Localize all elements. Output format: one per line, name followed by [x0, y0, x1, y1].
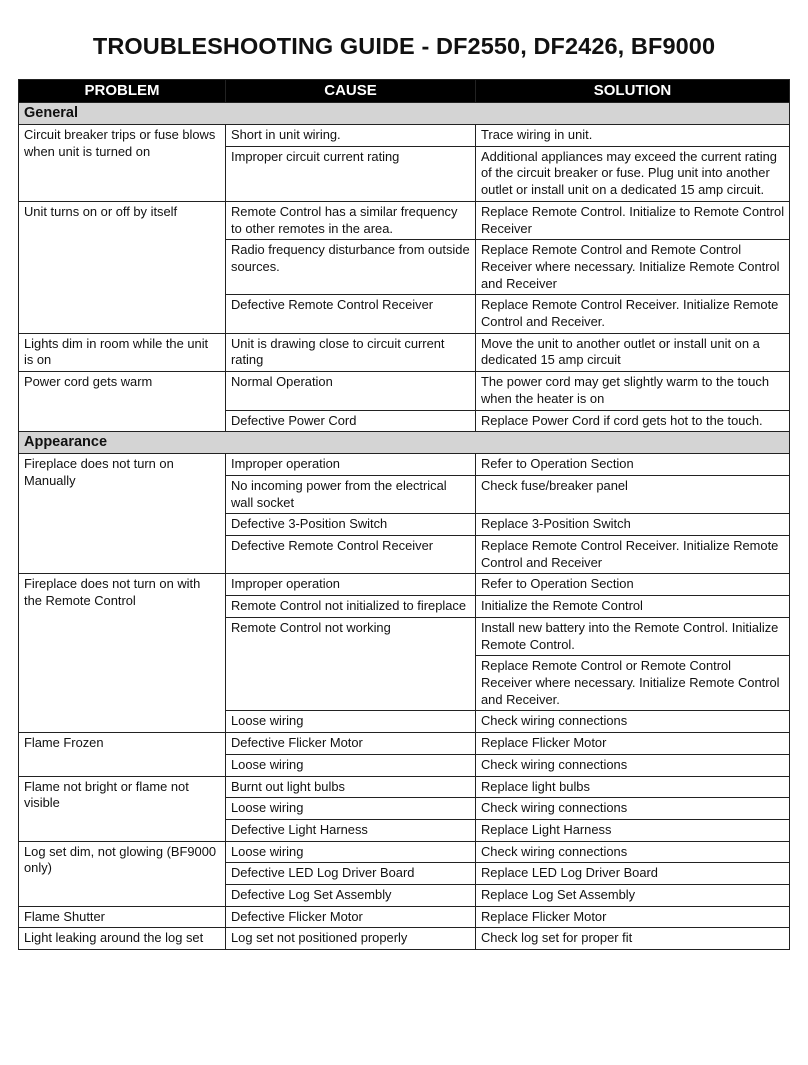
solution-cell: Replace 3-Position Switch: [476, 514, 790, 536]
solution-cell: Replace light bulbs: [476, 776, 790, 798]
solution-cell: Replace Remote Control Receiver. Initialize Remote Control and Receiver.: [476, 295, 790, 333]
cause-cell: Loose wiring: [226, 841, 476, 863]
cause-cell: Defective Remote Control Receiver: [226, 536, 476, 574]
section-row: [19, 103, 790, 125]
solution-cell: Replace Flicker Motor: [476, 906, 790, 928]
solution-cell: Move the unit to another outlet or install unit on a dedicated 15 amp circuit: [476, 333, 790, 371]
cause-cell: Defective Light Harness: [226, 819, 476, 841]
table-row: [19, 841, 790, 863]
solution-cell: Refer to Operation Section: [476, 454, 790, 476]
solution-cell: Replace LED Log Driver Board: [476, 863, 790, 885]
cause-cell: Loose wiring: [226, 798, 476, 820]
solution-cell: Additional appliances may exceed the current rating of the circuit breaker or fuse. Plug unit into another outlet or install unit on a dedicated 15 amp circuit.: [476, 146, 790, 201]
solution-cell: Replace Remote Control Receiver. Initialize Remote Control and Receiver: [476, 536, 790, 574]
problem-cell: Flame not bright or flame not visible: [19, 776, 226, 841]
solution-cell: Check wiring connections: [476, 798, 790, 820]
table-row: [19, 125, 790, 147]
solution-cell: Check log set for proper fit: [476, 928, 790, 950]
cause-cell: Remote Control not working: [226, 617, 476, 711]
cause-cell: Defective Remote Control Receiver: [226, 295, 476, 333]
table-row: [19, 574, 790, 596]
solution-cell: Replace Power Cord if cord gets hot to the touch.: [476, 410, 790, 432]
problem-cell: Flame Frozen: [19, 733, 226, 776]
cause-cell: Loose wiring: [226, 711, 476, 733]
solution-cell: Check wiring connections: [476, 841, 790, 863]
table-row: [19, 454, 790, 476]
header-cause: CAUSE: [226, 80, 476, 103]
cause-cell: Burnt out light bulbs: [226, 776, 476, 798]
table-row: [19, 333, 790, 371]
cause-cell: Defective Flicker Motor: [226, 733, 476, 755]
section-title: Appearance: [19, 432, 790, 454]
solution-cell: Replace Light Harness: [476, 819, 790, 841]
problem-cell: Unit turns on or off by itself: [19, 201, 226, 333]
page-title: TROUBLESHOOTING GUIDE - DF2550, DF2426, BF9000: [92, 33, 716, 59]
cause-cell: Unit is drawing close to circuit current rating: [226, 333, 476, 371]
problem-cell: Power cord gets warm: [19, 372, 226, 432]
problem-cell: Fireplace does not turn on with the Remote Control: [19, 574, 226, 733]
problem-cell: Fireplace does not turn on Manually: [19, 454, 226, 574]
table-row: [19, 906, 790, 928]
table-row: [19, 733, 790, 755]
table-row: [19, 928, 790, 950]
cause-cell: Remote Control not initialized to fireplace: [226, 596, 476, 618]
problem-cell: Light leaking around the log set: [19, 928, 226, 950]
solution-cell: Install new battery into the Remote Control. Initialize Remote Control.: [476, 617, 790, 655]
troubleshooting-table: [18, 79, 790, 950]
cause-cell: Log set not positioned properly: [226, 928, 476, 950]
cause-cell: Loose wiring: [226, 754, 476, 776]
cause-cell: Short in unit wiring.: [226, 125, 476, 147]
problem-cell: Lights dim in room while the unit is on: [19, 333, 226, 371]
header-problem: PROBLEM: [19, 80, 226, 103]
cause-cell: Improper circuit current rating: [226, 146, 476, 201]
cause-cell: Normal Operation: [226, 372, 476, 410]
solution-cell: The power cord may get slightly warm to the touch when the heater is on: [476, 372, 790, 410]
solution-cell: Replace Remote Control or Remote Control Receiver where necessary. Initialize Remote Control and Receiver.: [476, 656, 790, 711]
cause-cell: Improper operation: [226, 454, 476, 476]
solution-cell: Replace Log Set Assembly: [476, 885, 790, 907]
cause-cell: Defective Log Set Assembly: [226, 885, 476, 907]
header-solution: SOLUTION: [476, 80, 790, 103]
solution-cell: Check fuse/breaker panel: [476, 475, 790, 513]
solution-cell: Refer to Operation Section: [476, 574, 790, 596]
solution-cell: Check wiring connections: [476, 711, 790, 733]
solution-cell: Trace wiring in unit.: [476, 125, 790, 147]
solution-cell: Replace Flicker Motor: [476, 733, 790, 755]
cause-cell: Improper operation: [226, 574, 476, 596]
cause-cell: Defective Flicker Motor: [226, 906, 476, 928]
problem-cell: Flame Shutter: [19, 906, 226, 928]
header-row: [19, 80, 790, 103]
solution-cell: Check wiring connections: [476, 754, 790, 776]
cause-cell: Defective LED Log Driver Board: [226, 863, 476, 885]
table-row: [19, 372, 790, 410]
table-row: [19, 776, 790, 798]
cause-cell: Remote Control has a similar frequency to other remotes in the area.: [226, 201, 476, 239]
cause-cell: Defective Power Cord: [226, 410, 476, 432]
problem-cell: Circuit breaker trips or fuse blows when unit is turned on: [19, 125, 226, 202]
problem-cell: Log set dim, not glowing (BF9000 only): [19, 841, 226, 906]
solution-cell: Replace Remote Control. Initialize to Remote Control Receiver: [476, 201, 790, 239]
table-row: [19, 201, 790, 239]
cause-cell: Defective 3-Position Switch: [226, 514, 476, 536]
solution-cell: Initialize the Remote Control: [476, 596, 790, 618]
section-row: [19, 432, 790, 454]
section-title: General: [19, 103, 790, 125]
cause-cell: Radio frequency disturbance from outside sources.: [226, 240, 476, 295]
solution-cell: Replace Remote Control and Remote Control Receiver where necessary. Initialize Remote Control and Receiver: [476, 240, 790, 295]
cause-cell: No incoming power from the electrical wall socket: [226, 475, 476, 513]
